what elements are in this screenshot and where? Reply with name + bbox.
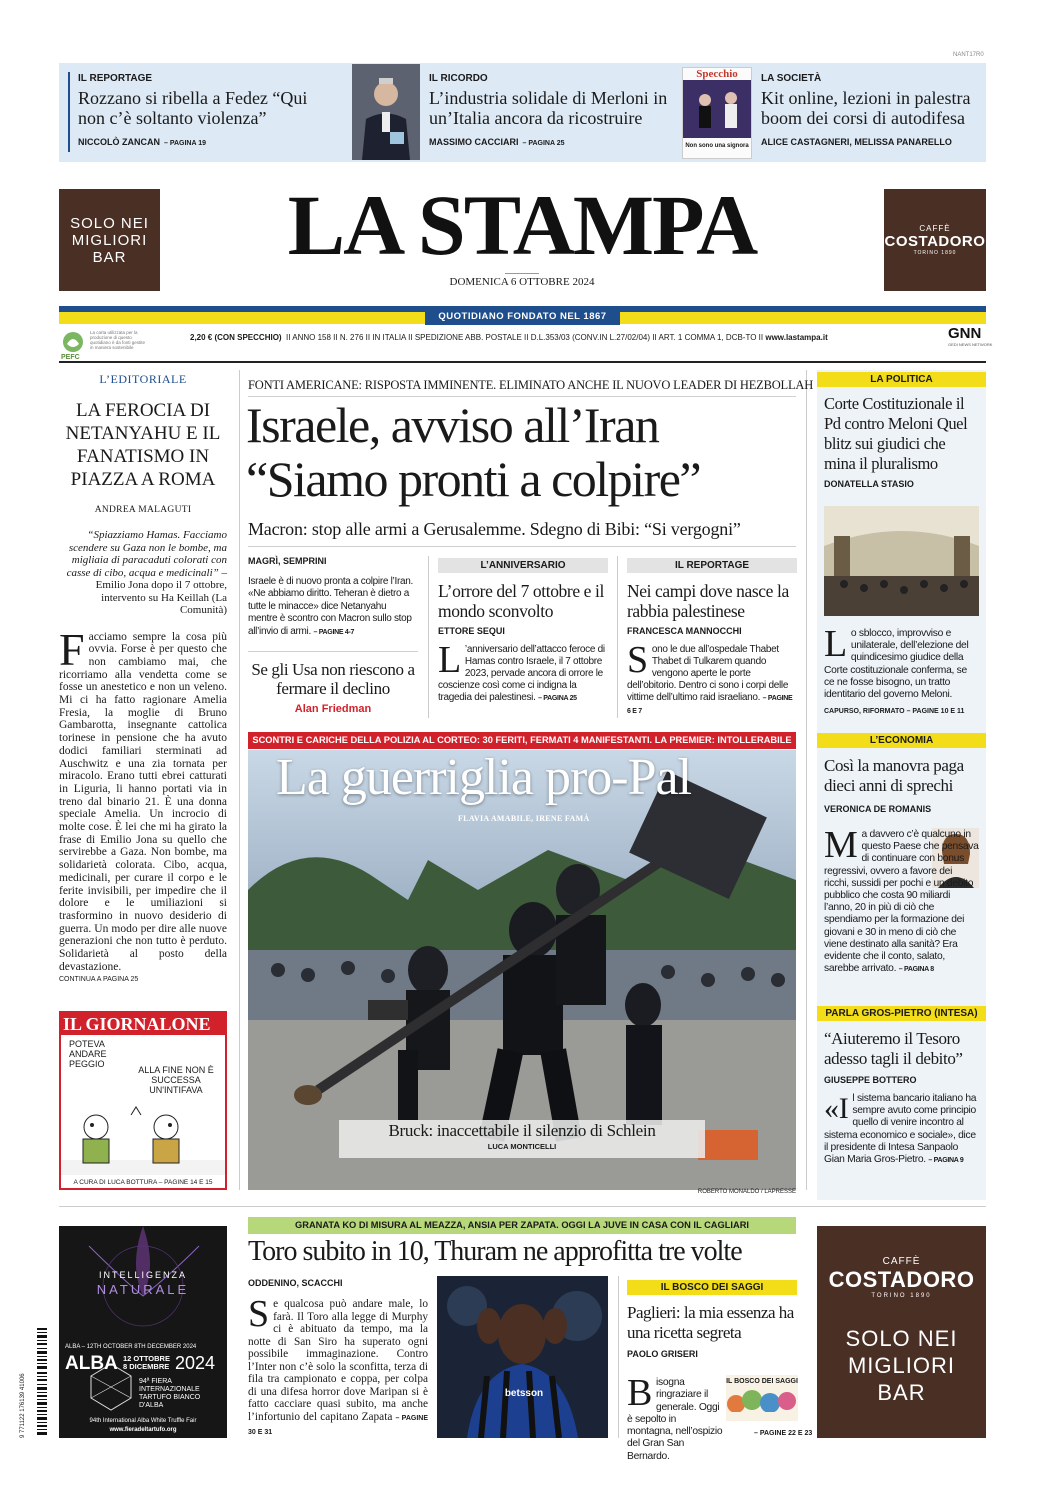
sport-body[interactable]	[248, 1293, 429, 1440]
lead-headline[interactable]	[246, 398, 806, 506]
anniversary-text: ’anniversario dell’attacco feroce di Hamas contro Israele, il 7 ottobre 2023, pervade ancora di orrore le coscienze così come ci indigna la tragedia dei palestinesi.	[438, 644, 605, 703]
economy-headline: Così la manovra paga dieci anni di sprechi	[824, 756, 964, 795]
ad-range-top: 12 OTTOBRE	[123, 1354, 170, 1363]
ear-right-place: TORINO 1890	[913, 250, 957, 256]
anniversary-story[interactable]	[438, 558, 608, 705]
sport-byline: ODDENINO, SCACCHI	[248, 1278, 343, 1288]
politics-story[interactable]	[817, 372, 986, 489]
bosco-page: – PAGINE 22 E 23	[754, 1430, 813, 1437]
thuram-photo[interactable]	[437, 1276, 608, 1438]
dropcap: B	[627, 1372, 653, 1414]
teaser-2[interactable]	[429, 73, 674, 150]
bosco-logo-text: IL BOSCO DEI SAGGI	[726, 1378, 798, 1385]
editorial[interactable]	[59, 372, 227, 983]
barcode-digits: 9 771122 176139 41006	[20, 1373, 26, 1438]
dropcap: «I	[824, 1092, 849, 1125]
lead-page: – PAGINE 4-7	[313, 628, 355, 636]
politics-headline: Corte Costituzionale il Pd contro Meloni Quel blitz sui giudici che mina il pluralismo	[824, 394, 968, 473]
photo-caption-box[interactable]	[339, 1120, 705, 1158]
masthead-date: DOMENICA 6 OTTOBRE 2024	[449, 276, 595, 288]
lead-byline: MAGRÌ, SEMPRINI	[248, 556, 327, 566]
bosco-logo	[726, 1375, 798, 1421]
photo-headline: La guerriglia pro-Pal	[276, 750, 692, 806]
sport-text: e qualcosa può andare male, lo farà. Il Toro alla legge di Murphy ci è abituato da tempo, ma la notte di San Siro ha superato ogni possibile immaginazione. Contro l’Inter non c’è solo la sconfitta, terza di fila tra campionato e coppa, per colpa di una difesa horror dove Maripan si è fatto cacciare quasi subito, ma anche l’infortunio del capitano Zapata	[248, 1298, 428, 1423]
side-author: Alan Friedman	[294, 703, 372, 716]
editorial-text: acciamo sempre la cosa più ovvia. Forse è per questo che non cambiamo mai, che ricorriamo alla vendetta come se fosse un anestetico e non un veleno. Mi ci ha fatto ragionare Amelia Fresia, la moglie di Bruno Gambarotta, insegnante cattolica torinese in pensione che ha avuto dodici familiari sterminati ad Auschwitz e una zia tornata per miracolo. Erano tutti ebrei catturati in Liguria, li hanno portati via in treno dal binario 21. È una donna speciale Amelia. Un incrocio di molte cose. È lei che mi ha girato la frase di Emilio Jona su quello che servirebbe a Gaza. Non bombe, ma solidarietà colorata. Cibo, acqua, medicinali, per curare il corpo e le ferite invisibili, per impedire che il dolore e le umiliazioni si trasformino in nuovo desiderio di guerra. Un modo per dire alle nuove generazioni che non tutto è perduto. Solidarietà al posto della devastazione.	[59, 630, 227, 973]
truffle-fair-ad[interactable]	[59, 1226, 227, 1438]
teaser-kicker: IL RICORDO	[429, 73, 488, 84]
pefc-label: PEFC	[61, 354, 80, 361]
interview-headline: “Aiuteremo il Tesoro adesso tagli il debito”	[824, 1029, 963, 1068]
dropcap: S	[627, 639, 648, 681]
ear-right-brand: COSTADORO	[884, 233, 986, 250]
photo-banner: SCONTRI E CARICHE DELLA POLIZIA AL CORTEO: 30 FERITI, FERMATI 4 MANIFESTANTI. LA PREMIER: INTOLLERABILE	[248, 732, 796, 749]
caption-byline: LUCA MONTICELLI	[487, 1142, 557, 1151]
specchio-cover[interactable]	[682, 67, 752, 159]
info-line	[190, 333, 910, 342]
dropcap: M	[824, 824, 858, 866]
teaser-page: – PAGINA 19	[164, 140, 207, 147]
dropcap: S	[248, 1293, 270, 1335]
teaser-kicker: IL REPORTAGE	[78, 73, 153, 84]
teaser-3[interactable]	[761, 73, 983, 150]
specchio-title: Specchio	[696, 68, 738, 80]
teaser-headline: Kit online, lezioni in palestra boom dei corsi di autodifesa	[761, 88, 971, 128]
barcode	[37, 1328, 53, 1438]
reportage-text: ono le due all’ospedale Thabet Thabet di Tulkarem quando vengono aperte le porte dell’obitorio. Dentro ci sono i corpi delle vittime dell’ultimo raid israeliano.	[627, 644, 789, 703]
interview-story[interactable]	[817, 1006, 986, 1167]
cartoon-title: IL GIORNALONE	[61, 1013, 225, 1035]
teaser-accent-bar	[68, 72, 70, 152]
column-rule	[239, 370, 240, 1190]
bottom-right-ad[interactable]	[817, 1226, 986, 1438]
ad-line-1: INTELLIGENZA	[98, 1270, 187, 1280]
merloni-photo	[352, 64, 420, 160]
ad-dates-en: ALBA – 12TH OCTOBER 8TH DECEMBER 2024	[65, 1344, 197, 1350]
editorial-body	[59, 623, 227, 974]
bosco-label: IL BOSCO DEI SAGGI	[627, 1280, 797, 1295]
sport-banner: GRANATA KO DI MISURA AL MEAZZA, ANSIA PER ZAPATA. OGGI LA JUVE IN CASA CON IL CAGLIARI	[248, 1217, 796, 1234]
politics-label: LA POLITICA	[817, 372, 986, 387]
founded-label: QUOTIDIANO FONDATO NEL 1867	[425, 308, 620, 325]
ad-range	[123, 1355, 170, 1371]
gnn-sub: GEDI NEWS NETWORK	[948, 342, 993, 347]
bosco-story[interactable]	[627, 1280, 797, 1359]
ear-right-ad[interactable]	[884, 189, 986, 291]
specchio-caption: Non sono una signora	[685, 143, 749, 149]
pefc-note: La carta utilizzata per la produzione di questo quotidiano è da fonti gestite in maniera sostenibile	[90, 330, 146, 350]
dropcap: L	[824, 623, 847, 665]
pefc-icon	[61, 330, 85, 354]
subhead-rule	[248, 546, 796, 547]
teaser-byline: ALICE CASTAGNERI, MELISSA PANARELLO	[761, 137, 952, 147]
bosco-byline: PAOLO GRISERI	[627, 1349, 698, 1359]
ad-city: ALBA	[65, 1353, 118, 1374]
teaser-byline: MASSIMO CACCIARI	[429, 137, 519, 147]
editorial-attribution: Emilio Jona dopo il 7 ottobre, intervento su Ha Keillah (La Comunità)	[95, 579, 227, 616]
dropcap: L	[438, 639, 461, 681]
ad-fair: 94ª FIERA INTERNAZIONALE TARTUFO BIANCO D'ALBA	[139, 1378, 201, 1409]
economy-page: – PAGINA 8	[898, 966, 934, 974]
bosco-text: isogna ringraziare il generale. Oggi è sepolto in montagna, nell’ospizio del Gran San Bernardo.	[627, 1377, 723, 1462]
editorial-kicker: L’EDITORIALE	[99, 372, 187, 386]
reportage-headline: Nei campi dove nasce la rabbia palestinese	[627, 581, 789, 621]
editorial-continue[interactable]: CONTINUA A PAGINA 25	[59, 976, 139, 984]
bottom-rule	[59, 1206, 986, 1207]
side-headline: Se gli Usa non riescono a fermare il declino	[251, 660, 415, 699]
ear-right-brand-small: CAFFÈ	[919, 224, 951, 233]
column-rule	[428, 556, 429, 718]
date-rule	[505, 273, 539, 274]
edition-code: NANT17R0	[953, 52, 984, 58]
reportage-byline: FRANCESCA MANNOCCHI	[627, 626, 742, 636]
editorial-author: ANDREA MALAGUTI	[94, 505, 192, 515]
interview-text: l sistema bancario italiano ha sempre avuto come principio quello di venire incontro al sistema economico e sociale», dice il presidente di Intesa Sanpaolo Gian Maria Gros-Pietro.	[824, 1093, 977, 1166]
bosco-body	[627, 1372, 723, 1463]
lead-headline-line-1: Israele, avviso all’Iran	[246, 397, 659, 453]
lead-subhead: Macron: stop alle armi a Gerusalemme. Sdegno di Bibi: “Si vergogni”	[248, 519, 741, 539]
lead-text[interactable]	[248, 556, 418, 715]
economy-text: a davvero c’è qualcuno in questo Paese che pensava di continuare con bonus regressivi, ovvero a favore dei ricchi, sussidi per pochi e un debito pubblico che costa 90 miliardi l’anno, 20 in più di ciò che spendiamo per la formazione dei giovani e 30 in meno di ciò che viene destinato alla sanità? Era evidente che il conto, salato, sarebbe arrivato.	[824, 829, 979, 975]
anniversary-byline: ETTORE SEQUI	[438, 626, 505, 636]
jersey-sponsor: betsson	[504, 1388, 544, 1399]
ad-range-bottom: 8 DICEMBRE	[123, 1362, 170, 1371]
anniversary-headline: L’orrore del 7 ottobre e il mondo sconvolto	[438, 581, 604, 621]
interview-body	[824, 1093, 979, 1167]
publication-details: II ANNO 158 II N. 276 II IN ITALIA II SPEDIZIONE ABB. POSTALE II D.L.353/03 (CONV.IN L.27/02/04) II ART. 1 COMMA 1, DCB-TO II	[286, 333, 764, 342]
economy-story[interactable]	[817, 733, 986, 814]
anniversary-body	[438, 639, 608, 705]
court-photo	[824, 506, 979, 616]
ad-slogan: SOLO NEI MIGLIORI BAR	[845, 1326, 958, 1405]
sport-page: – PAGINE 30 E 31	[248, 1414, 429, 1436]
anniversary-page: – PAGINA 25	[538, 695, 577, 702]
teaser-1[interactable]	[78, 73, 338, 150]
photo-credit: ROBERTO MONALDO / LAPRESSE	[697, 1189, 796, 1195]
lead-headline-line-2: “Siamo pronti a colpire”	[246, 451, 701, 507]
column-rule	[618, 1276, 619, 1438]
dropcap: F	[59, 623, 85, 675]
economy-label: L’ECONOMIA	[817, 733, 986, 748]
editorial-headline: LA FEROCIA DI NETANYAHU E IL FANATISMO IN PIAZZA A ROMA	[65, 400, 221, 490]
riot-photo[interactable]	[248, 750, 796, 1190]
website-link[interactable]: www.lastampa.it	[765, 333, 828, 342]
cartoon-box[interactable]	[59, 1011, 227, 1190]
ad-brand: COSTADORO	[828, 1267, 975, 1292]
ad-brand-small: CAFFÈ	[882, 1256, 921, 1267]
header-rule	[59, 361, 986, 363]
ad-line-2: NATURALE	[96, 1282, 190, 1297]
lead-body	[248, 576, 418, 639]
lead-body-text: Israele è di nuovo pronta a colpire l’Iran. «Ne abbiamo diritto. Teheran è dietro a tutte le minacce» dice Netanyahu mentre è scontro con Macron sullo stop all’invio di armi.	[248, 576, 413, 637]
teaser-byline: NICCOLÒ ZANCAN	[78, 137, 160, 147]
teaser-kicker: LA SOCIETÀ	[761, 73, 822, 84]
interview-page: – PAGINA 9	[928, 1157, 964, 1165]
ad-site: www.fieradeltartufo.org	[109, 1427, 177, 1433]
teaser-headline: Rozzano si ribella a Fedez “Qui non c’è soltanto violenza”	[78, 88, 308, 128]
ad-fair-en: 94th International Alba White Truffle Fair	[89, 1418, 197, 1424]
teaser-page: – PAGINA 25	[522, 140, 565, 147]
cartoon-credit: A CURA DI LUCA BOTTURA – PAGINE 14 E 15	[73, 1179, 213, 1186]
editorial-quote: “Spiazziamo Hamas. Facciamo scendere su Gaza non le bombe, ma migliaia di paracaduti colorati con casse di cibo, acqua e medicinali” –	[66, 529, 227, 579]
politics-footer: CAPURSO, RIFORMATO – PAGINE 10 E 11	[824, 708, 965, 715]
ad-place: TORINO 1890	[871, 1293, 932, 1299]
ad-year: 2024	[175, 1353, 216, 1373]
politics-text: o sblocco, improvviso e unilaterale, dell’elezione del quindicesimo giudice della Corte costituzionale conferma, se ce ne fosse bisogno, un tratto identitario del governo Meloni.	[824, 628, 969, 701]
cartoon-speech-2: ALLA FINE NON È SUCCESSA UN'INTIFAVA	[138, 1065, 214, 1095]
column-rule	[806, 370, 807, 1190]
masthead-title[interactable]: LA STAMPA	[287, 177, 757, 273]
anniversary-label: L’ANNIVERSARIO	[438, 558, 608, 573]
reportage-story[interactable]	[627, 558, 797, 718]
sport-headline[interactable]: Toro subito in 10, Thuram ne approfitta tre volte	[248, 1236, 742, 1267]
politics-byline: DONATELLA STASIO	[824, 479, 914, 489]
lead-kicker: FONTI AMERICANE: RISPOSTA IMMINENTE. ELIMINATO ANCHE IL NUOVO LEADER DI HEZBOLLAH	[248, 378, 814, 392]
interview-label: PARLA GROS-PIETRO (INTESA)	[817, 1006, 986, 1021]
reportage-body	[627, 639, 797, 718]
caption-headline: Bruck: inaccettabile il silenzio di Schlein	[388, 1121, 656, 1140]
ear-left-slogan: SOLO NEI MIGLIORI BAR	[70, 214, 149, 266]
economy-byline: VERONICA DE ROMANIS	[824, 804, 932, 814]
bosco-headline: Paglieri: la mia essenza ha una ricetta segreta	[627, 1303, 794, 1342]
teaser-headline: L’industria solidale di Merloni in un’Italia ancora da ricostruire	[429, 88, 668, 128]
ear-left-ad[interactable]	[59, 189, 160, 291]
reportage-page: – PAGINE 6 E 7	[627, 695, 793, 715]
cartoon-drawing	[61, 1105, 225, 1175]
economy-body	[824, 824, 979, 976]
gnn-logo: GNN	[948, 325, 982, 342]
interview-byline: GIUSEPPE BOTTERO	[824, 1075, 917, 1085]
politics-body	[824, 623, 979, 701]
photo-byline: FLAVIA AMABILE, IRENE FAMÀ	[458, 814, 590, 823]
column-rule	[617, 556, 618, 718]
cartoon-speech-1: POTEVA ANDARE PEGGIO	[69, 1039, 107, 1069]
reportage-label: IL REPORTAGE	[627, 558, 797, 573]
price: 2,20 € (CON SPECCHIO)	[190, 333, 282, 342]
